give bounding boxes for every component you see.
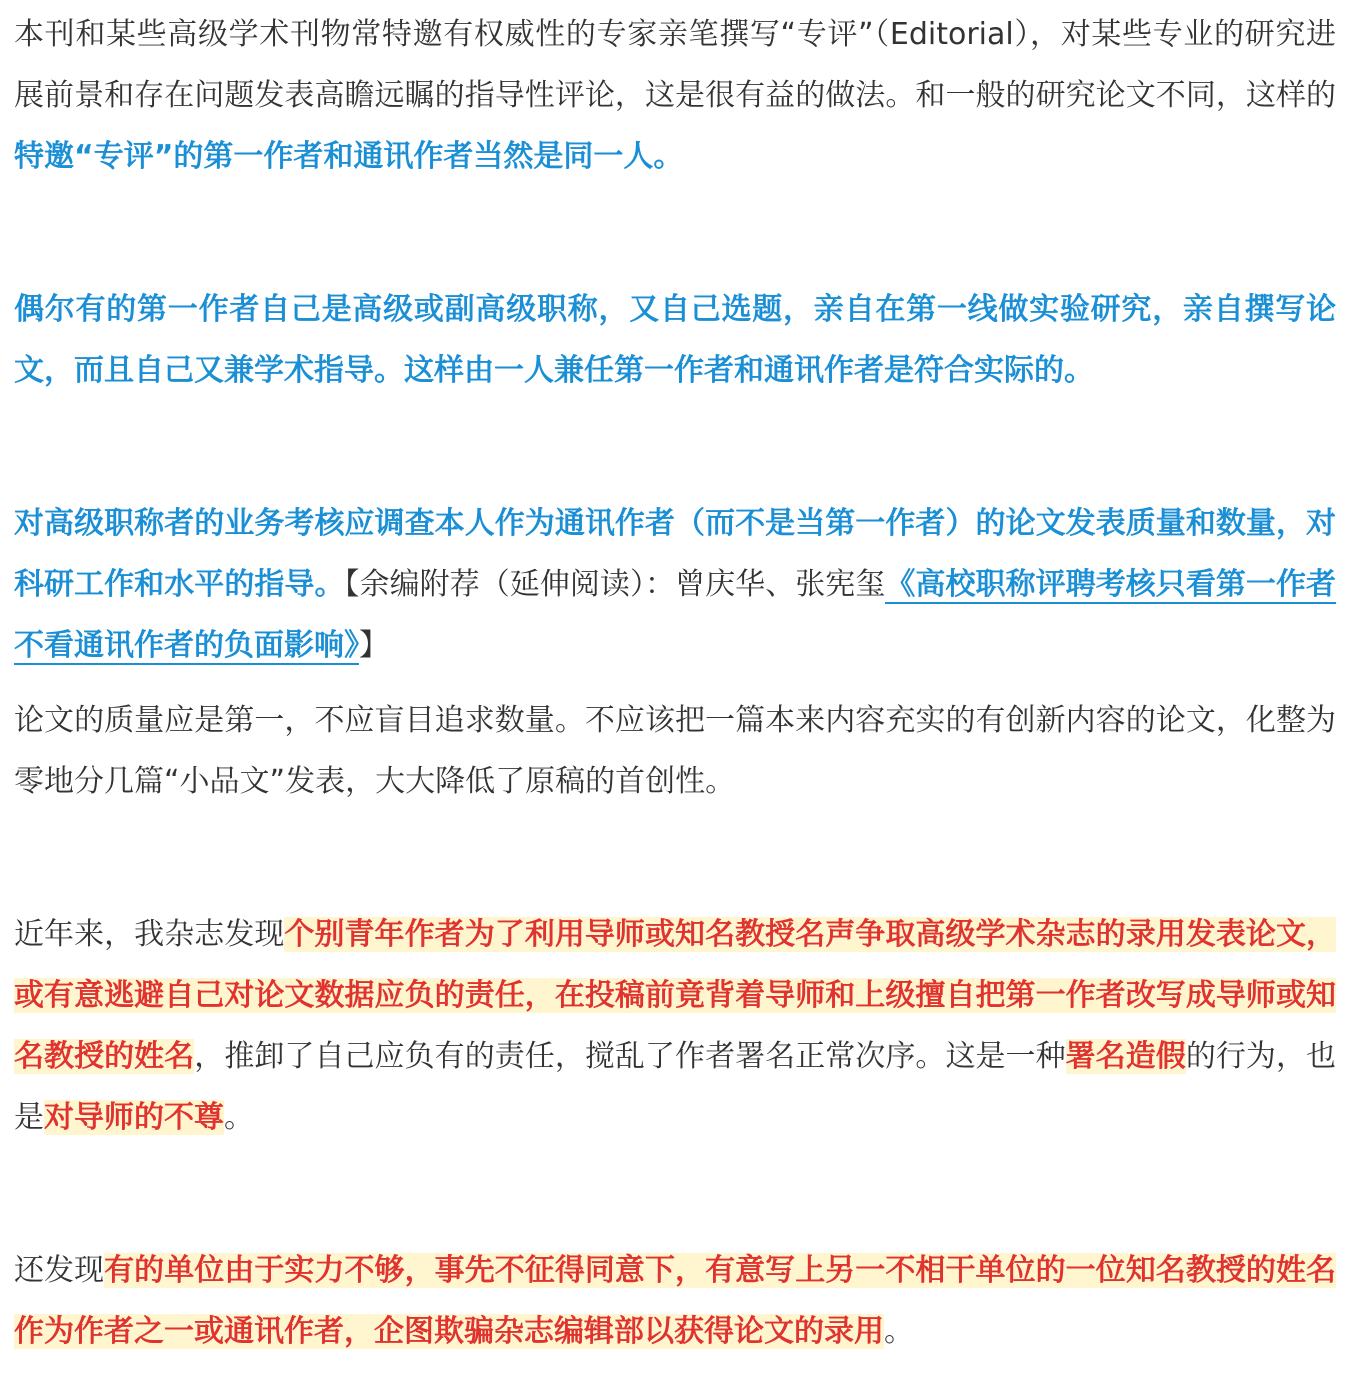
signature-fraud-highlight: 署名造假 [1065,1039,1186,1074]
paragraph-single-author [14,279,1336,401]
young-authors-highlight: 个别青年作者为了利用导师或知名教授名声争取高级学术杂志的录用发表论文，或有意逃避自己对论文数据应负的责任，在投稿前竟背着导师和上级擅自把第一作者改写成导师或知名教授的姓名 [14,917,1337,1074]
article-body [0,4,1354,1362]
paragraph-institutions [14,1240,1336,1362]
young-authors-text2: ，推卸了自己应负有的责任，搅乱了作者署名正常次序。这是一种 [194,1039,1066,1074]
assessment-highlight: 对高级职称者的业务考核应调查本人作为通讯作者（而不是当第一作者）的论文发表质量和数量，对科研工作和水平的指导。 [14,506,1336,602]
young-authors-intro: 近年来，我杂志发现 [14,917,285,952]
paragraph-quality [14,690,1336,812]
institutions-intro: 还发现 [14,1253,105,1288]
paragraph-young-authors [14,904,1336,1148]
paragraph-assessment [14,493,1336,676]
institutions-highlight: 有的单位由于实力不够，事先不征得同意下，有意写上另一不相干单位的一位知名教授的姓名作为作者之一或通讯作者，企图欺骗杂志编辑部以获得论文的录用 [14,1253,1336,1349]
recommend-text: 【余编附荐（延伸阅读）：曾庆华、张宪玺 [344,567,886,602]
young-authors-text4: 。 [224,1100,254,1135]
quality-text: 论文的质量应是第一，不应盲目追求数量。不应该把一篇本来内容充实的有创新内容的论文，化整为零地分几篇“小品文”发表，大大降低了原稿的首创性。 [14,703,1336,799]
paragraph-editorial [14,4,1336,187]
recommend-close-bracket: 】 [359,628,389,663]
recommended-article-link[interactable]: 《高校职称评聘考核只看第一作者不看通讯作者的负面影响》 [14,567,1337,663]
editorial-text: 本刊和某些高级学术刊物常特邀有权威性的专家亲笔撰写“专评”（Editorial），对某些专业的研究进展前景和存在问题发表高瞻远瞩的指导性评论，这是很有益的做法。和一般的研究论文不同，这样的 [14,17,1336,113]
disrespect-highlight: 对导师的不尊 [44,1100,224,1135]
institutions-end: 。 [884,1314,914,1349]
young-authors-text3: 的行为，也是 [14,1039,1337,1135]
single-author-highlight: 偶尔有的第一作者自己是高级或副高级职称，又自己选题，亲自在第一线做实验研究，亲自撰写论文，而且自己又兼学术指导。这样由一人兼任第一作者和通讯作者是符合实际的。 [14,292,1336,388]
editorial-highlight: 特邀“专评”的第一作者和通讯作者当然是同一人。 [14,139,684,174]
